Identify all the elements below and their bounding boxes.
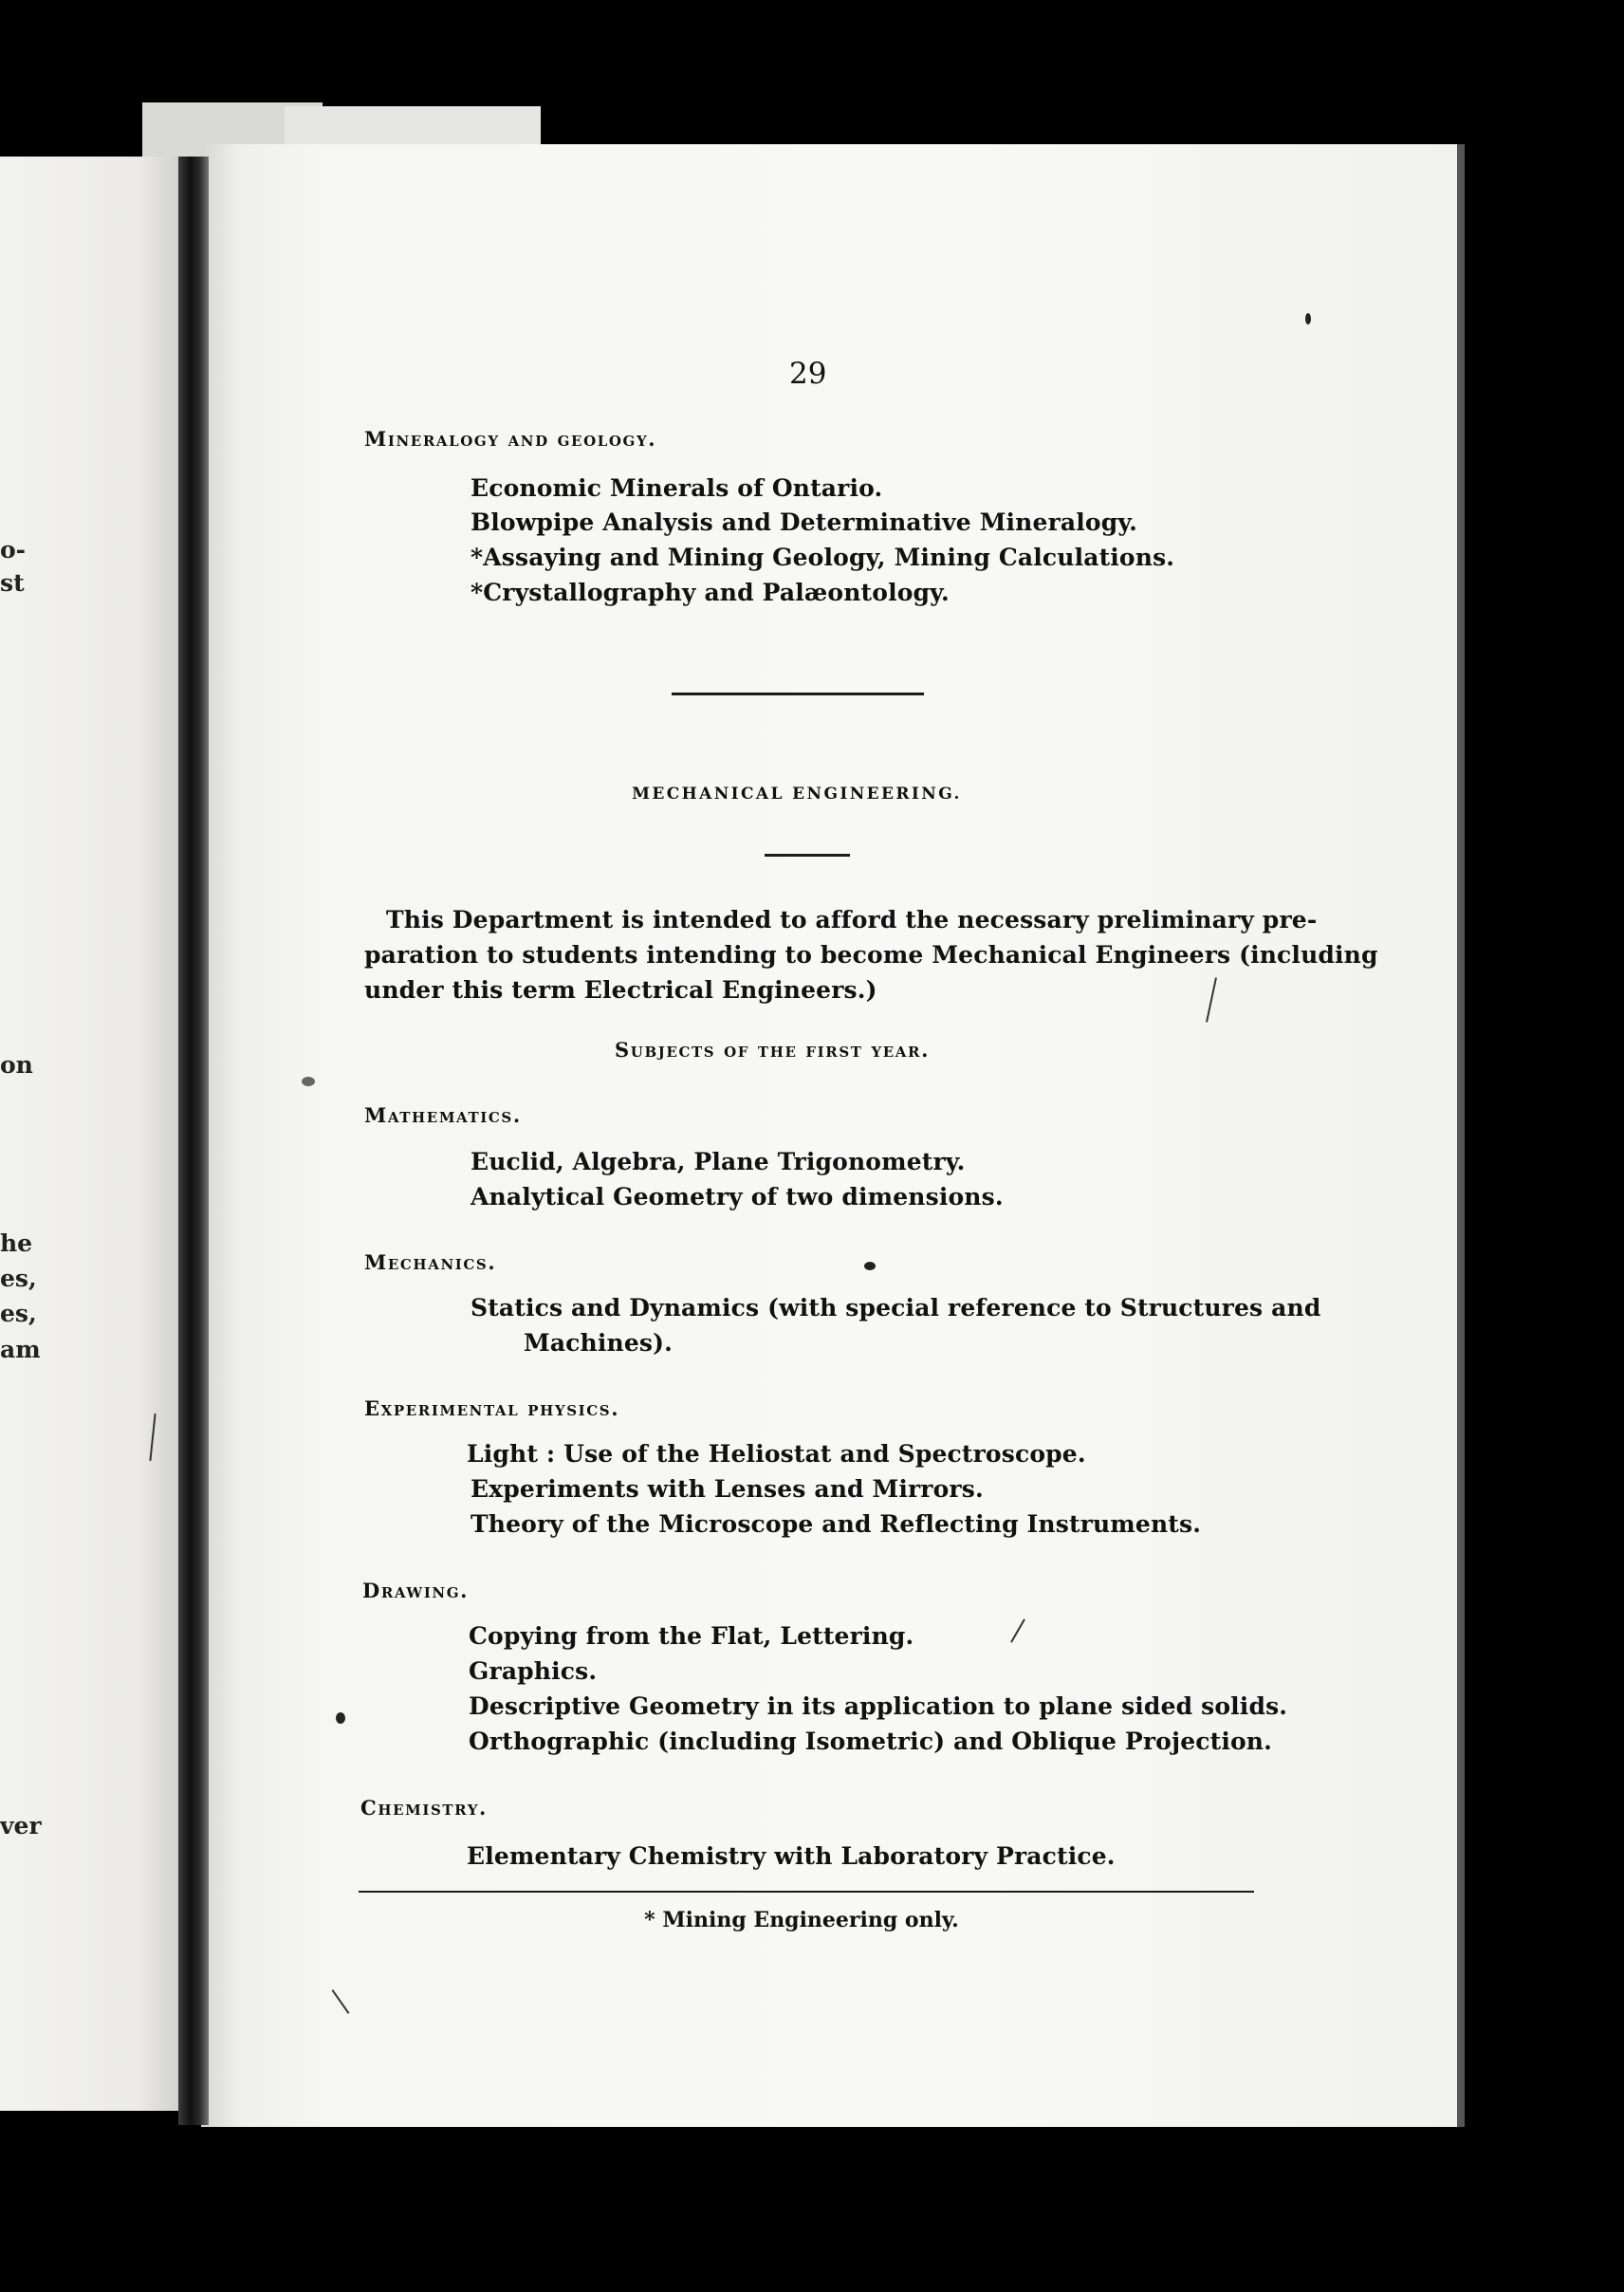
divider [765,854,850,857]
page-edge [1457,144,1465,2127]
intro-line: This Department is intended to afford the necessary preliminary pre- [386,906,1318,933]
scan-speck [1305,313,1311,324]
section-heading-drawing: Drawing. [362,1579,470,1602]
section-heading-chemistry: Chemistry. [360,1796,488,1820]
list-item: Theory of the Microscope and Reflecting Instruments. [471,1510,1202,1538]
list-item: Elementary Chemistry with Laboratory Practice. [467,1842,1116,1870]
book-gutter [178,157,209,2125]
intro-line: paration to students intending to become Mechanical Engineers (including [364,941,1378,969]
list-item: *Crystallography and Palæontology. [471,579,950,606]
list-item: Descriptive Geometry in its application to plane sided solids. [469,1692,1288,1720]
footnote-rule [359,1891,1254,1893]
divider [672,693,924,695]
footnote: * Mining Engineering only. [644,1908,959,1932]
list-item: Graphics. [469,1657,598,1685]
list-item: *Assaying and Mining Geology, Mining Calculations. [471,544,1175,571]
list-item: Light : Use of the Heliostat and Spectroscope. [467,1440,1086,1468]
left-page-fragment: am [0,1336,41,1363]
list-item: Copying from the Flat, Lettering. [469,1622,914,1650]
list-item: Experiments with Lenses and Mirrors. [471,1475,984,1503]
list-item: Euclid, Algebra, Plane Trigonometry. [471,1148,966,1175]
left-page-fragment: o- [0,536,27,564]
list-item: Statics and Dynamics (with special reference to Structures and [471,1294,1321,1322]
section-heading-mineralogy: Mineralogy and geology. [364,427,657,451]
left-page-fragment: he [0,1229,33,1257]
left-page-fragment: on [0,1051,33,1079]
left-page-fragment: ver [0,1812,42,1839]
left-page-fragment: st [0,569,25,597]
subjects-heading: Subjects of the first year. [615,1038,930,1062]
scan-speck [302,1077,315,1086]
scan-speck [336,1712,345,1724]
list-item: Orthographic (including Isometric) and Oblique Projection. [469,1728,1272,1755]
left-page-fragment: es, [0,1265,37,1292]
list-item: Analytical Geometry of two dimensions. [471,1183,1004,1211]
list-item: Blowpipe Analysis and Determinative Mineralogy. [471,508,1137,536]
intro-line: under this term Electrical Engineers.) [364,976,877,1004]
section-heading-mechanics: Mechanics. [364,1250,497,1274]
list-item: Machines). [524,1329,673,1357]
page-number: 29 [789,357,827,391]
list-item: Economic Minerals of Ontario. [471,474,883,502]
section-heading-physics: Experimental physics. [364,1396,620,1420]
scan-speck [864,1262,876,1270]
section-title: MECHANICAL ENGINEERING. [632,785,962,804]
section-heading-mathematics: Mathematics. [364,1103,522,1127]
left-page-fragment: es, [0,1300,37,1327]
